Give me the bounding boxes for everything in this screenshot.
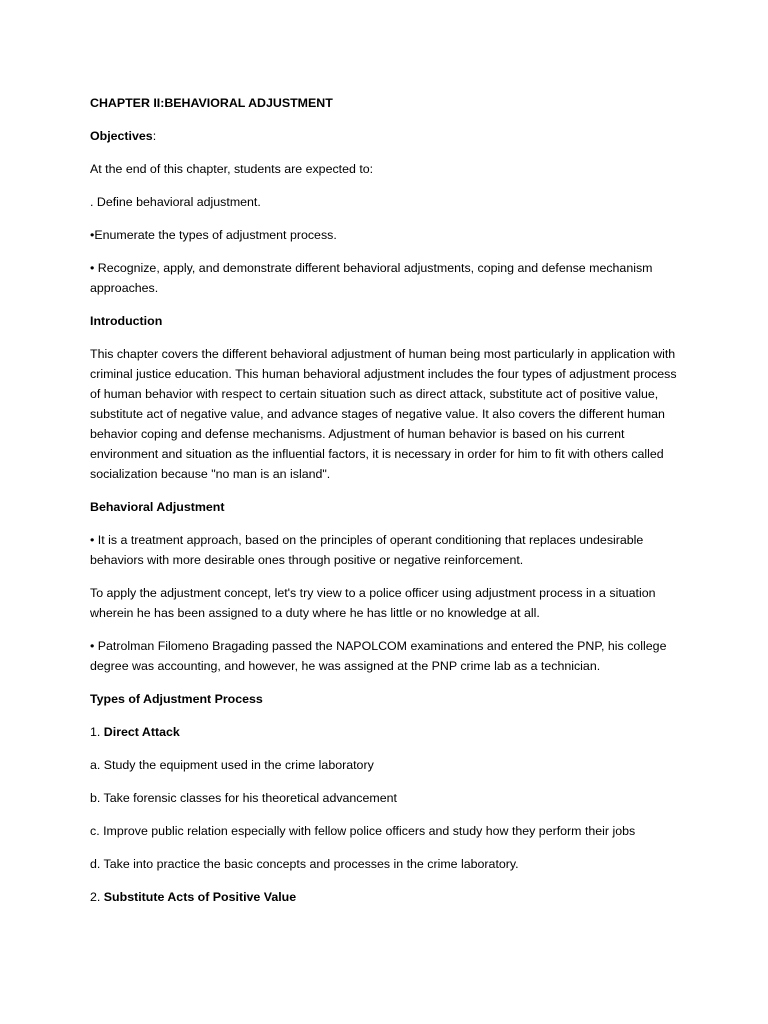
apply-concept-paragraph: To apply the adjustment concept, let's try view to a police officer using adjustment process in a situation wherein he has been assigned to a duty where he has little or no knowledge at all. bbox=[90, 586, 656, 620]
objective-item: •Enumerate the types of adjustment process. bbox=[90, 228, 337, 242]
types-heading: Types of Adjustment Process bbox=[90, 692, 263, 706]
introduction-paragraph: This chapter covers the different behavioral adjustment of human being most particularly in application with criminal justice education. This human behavioral adjustment includes the four types of adjustment process of human behavior with respect to certain situation such as direct attack, substitute act of positive value, substitute act of negative value, and advance stages of negative value. It also covers the different human behavior coping and defense mechanisms. Adjustment of human behavior is based on his current environment and situation as the influential factors, it is necessary in order for him to fit with others called socialization because "no man is an island". bbox=[90, 347, 677, 481]
type-heading-substitute-positive bbox=[90, 887, 680, 907]
behavioral-adjustment-bullet: • It is a treatment approach, based on the principles of operant conditioning that replaces undesirable behaviors with more desirable ones through positive or negative reinforcement. bbox=[90, 533, 644, 567]
type-heading-direct-attack bbox=[90, 722, 680, 742]
type-number: 1. bbox=[90, 725, 101, 739]
objectives-heading: Objectives bbox=[90, 129, 153, 143]
objectives-intro: At the end of this chapter, students are expected to: bbox=[90, 162, 374, 176]
document-page bbox=[90, 93, 680, 920]
direct-attack-item: b. Take forensic classes for his theoretical advancement bbox=[90, 791, 397, 805]
type-title: Substitute Acts of Positive Value bbox=[103, 890, 297, 904]
direct-attack-item: d. Take into practice the basic concepts and processes in the crime laboratory. bbox=[90, 857, 519, 871]
chapter-title: CHAPTER II:BEHAVIORAL ADJUSTMENT bbox=[90, 96, 333, 110]
direct-attack-item: c. Improve public relation especially with fellow police officers and study how they perform their jobs bbox=[90, 824, 636, 838]
objective-item: • Recognize, apply, and demonstrate different behavioral adjustments, coping and defense mechanism approaches. bbox=[90, 261, 653, 295]
behavioral-adjustment-heading: Behavioral Adjustment bbox=[90, 500, 225, 514]
objectives-colon: : bbox=[152, 129, 157, 143]
type-number: 2. bbox=[90, 890, 101, 904]
introduction-heading: Introduction bbox=[90, 314, 163, 328]
type-title: Direct Attack bbox=[103, 725, 180, 739]
objectives-heading-line bbox=[90, 126, 680, 146]
patrolman-paragraph: • Patrolman Filomeno Bragading passed the NAPOLCOM examinations and entered the PNP, his college degree was accounting, and however, he was assigned at the PNP crime lab as a technician. bbox=[90, 639, 667, 673]
direct-attack-item: a. Study the equipment used in the crime laboratory bbox=[90, 758, 374, 772]
objective-item: . Define behavioral adjustment. bbox=[90, 195, 261, 209]
